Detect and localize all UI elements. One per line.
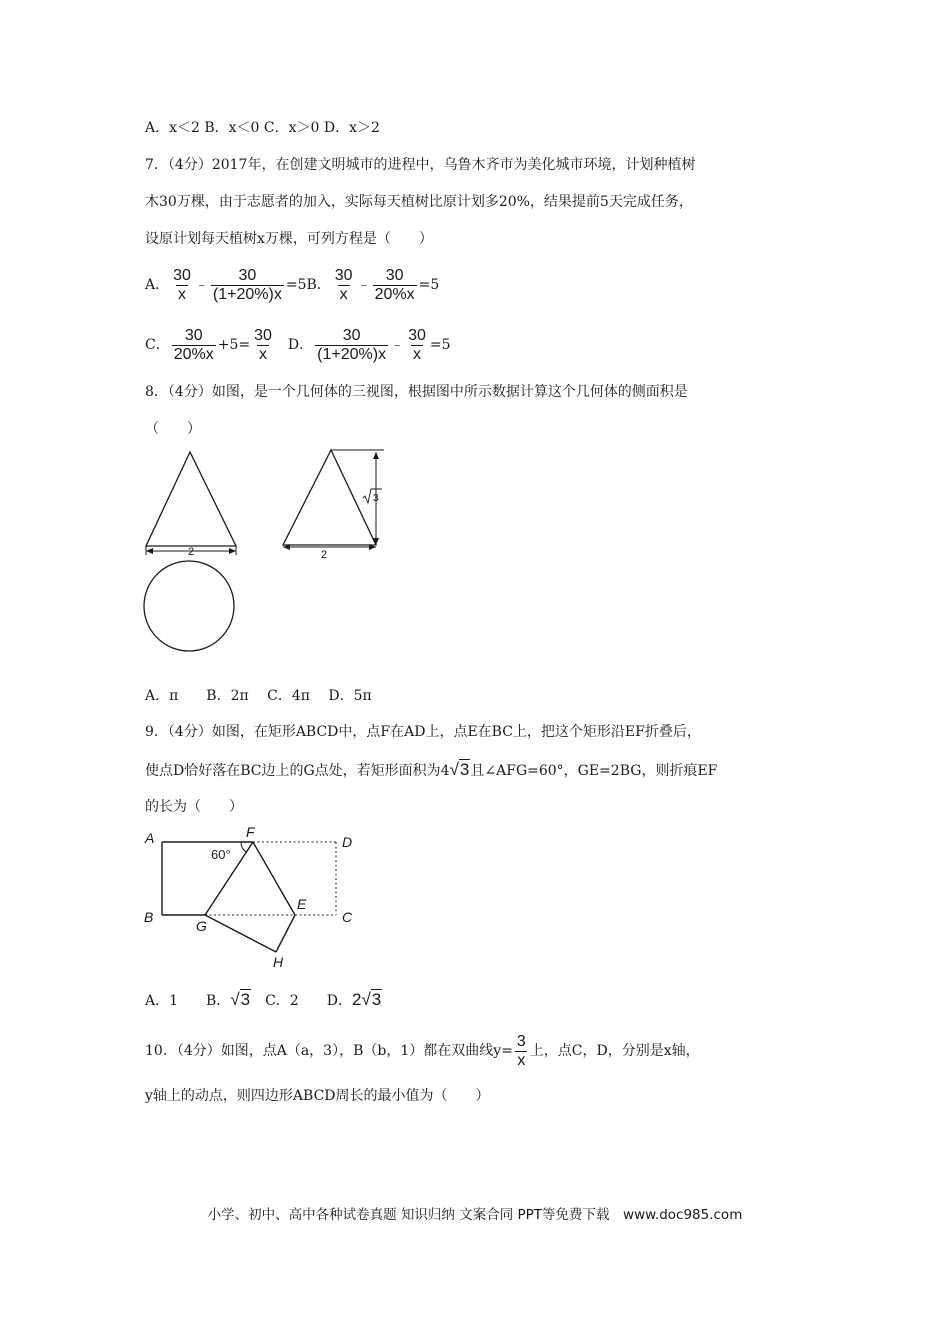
rectangle-fold-figure <box>140 826 370 971</box>
minus-sign: ﹣ <box>194 277 209 293</box>
q7-option-d-label: D． <box>287 337 314 353</box>
numerator: 30 <box>254 326 272 344</box>
q7-b-frac1 <box>333 267 355 304</box>
q7-options-cd <box>145 326 451 364</box>
label-d: D <box>342 834 353 850</box>
front-width-label: 2 <box>187 546 195 558</box>
plus-equals: +5= <box>217 337 251 353</box>
q7-a-frac2 <box>211 267 284 304</box>
numerator: 30 <box>408 326 426 344</box>
denominator: x <box>517 1051 526 1069</box>
equals-part: =5 <box>285 277 307 293</box>
q8-options: A．π B．2π C．4π D．5π <box>145 688 372 704</box>
three-view-figure <box>140 445 400 660</box>
q8-stem-line2: （ ） <box>145 421 201 437</box>
text-part: 且∠AFG=60°，GE=2BG，则折痕EF <box>470 763 718 779</box>
arrow-left <box>146 548 153 554</box>
q7-option-a-label: A． <box>145 277 170 293</box>
numerator: 30 <box>238 266 257 284</box>
numerator: 30 <box>342 326 361 344</box>
q9-options <box>145 988 382 1013</box>
radicand: 3 <box>371 990 382 1009</box>
label-f: F <box>246 824 255 840</box>
label-a: A <box>145 830 155 846</box>
equals-part: =5 <box>418 277 440 293</box>
text-part: 上，点C，D，分别是x轴， <box>529 1043 700 1059</box>
page-footer: 小学、初中、高中各种试卷真题 知识归纳 文案合同 PPT等免费下载 www.doc985.com <box>207 1207 743 1223</box>
q7-c-frac1 <box>172 327 216 364</box>
q7-c-frac2 <box>252 327 274 364</box>
segment-fe <box>253 842 295 915</box>
q7-option-b-label: B． <box>306 277 331 293</box>
q9-stem-line2 <box>145 760 717 781</box>
q8-stem-line1: 8．（4分）如图，是一个几何体的三视图，根据图中所示数据计算这个几何体的侧面积是 <box>145 384 688 400</box>
segment-gh <box>205 915 276 952</box>
q7-options-ab <box>145 266 439 304</box>
equals-part: =5 <box>429 337 451 353</box>
text-part: A．1 B． <box>145 993 231 1009</box>
q10-stem-line2: y轴上的动点，则四边形ABCD周长的最小值为（ ） <box>145 1088 490 1104</box>
coefficient: 2 <box>351 990 362 1009</box>
arrow-up <box>373 452 379 459</box>
sqrt-expression: √3 <box>449 760 470 779</box>
minus-sign: ﹣ <box>390 337 405 353</box>
numerator: 30 <box>334 266 353 284</box>
text-part: 使点D恰好落在BC边上的G点处，若矩形面积为4 <box>145 763 450 779</box>
label-h: H <box>273 954 284 970</box>
q7-option-c-label: C． <box>145 337 170 353</box>
q7-stem-line2: 木30万棵，由于志愿者的加入，实际每天植树比原计划多20%，结果提前5天完成任务， <box>145 194 693 210</box>
label-c: C <box>342 909 353 925</box>
numerator: 3 <box>516 1032 526 1050</box>
q7-b-frac2 <box>373 267 417 304</box>
side-height-label: 3 <box>373 493 379 504</box>
denominator: 20%x <box>173 345 214 363</box>
label-e: E <box>297 896 307 912</box>
label-b: B <box>144 909 154 925</box>
q7-d-frac2 <box>406 327 428 364</box>
numerator: 30 <box>385 266 404 284</box>
numerator: 30 <box>173 266 191 284</box>
q7-d-frac1 <box>315 327 388 364</box>
q10-stem-line1 <box>145 1032 700 1070</box>
sqrt-expression: √3 <box>230 990 251 1009</box>
denominator: x <box>339 285 348 303</box>
front-view-triangle <box>146 452 236 546</box>
radicand: 3 <box>459 760 470 779</box>
numerator: 30 <box>184 326 203 344</box>
sqrt-expression: 2√3 <box>351 990 382 1009</box>
hyperbola-fraction <box>515 1033 528 1070</box>
denominator: x <box>412 345 421 363</box>
segment-eh <box>276 915 295 952</box>
q7-a-frac1 <box>171 267 193 304</box>
top-view-circle <box>144 561 234 651</box>
side-width-label: 2 <box>320 549 328 561</box>
arrow-right <box>229 548 236 554</box>
q7-stem-line1: 7．（4分）2017年，在创建文明城市的进程中，乌鲁木齐市为美化城市环境，计划种植树 <box>145 157 696 173</box>
denominator: x <box>178 285 187 303</box>
denominator: (1+20%)x <box>212 285 282 303</box>
q9-stem-line3: 的长为（ ） <box>145 799 243 815</box>
denominator: (1+20%)x <box>317 345 387 363</box>
denominator: x <box>259 345 268 363</box>
denominator: 20%x <box>374 285 415 303</box>
q6-options: A．x＜2 B．x＜0 C．x＞0 D．x＞2 <box>145 120 380 136</box>
q7-stem-line3: 设原计划每天植树x万棵，可列方程是（ ） <box>145 231 433 247</box>
side-view-triangle <box>283 450 376 545</box>
radicand: 3 <box>240 990 251 1009</box>
angle-label: 60° <box>211 847 231 862</box>
angle-arc <box>241 842 246 852</box>
text-part: 10．（4分）如图，点A（a，3），B（b，1）都在双曲线y= <box>145 1043 513 1059</box>
label-g: G <box>196 918 207 934</box>
text-part: C．2 D． <box>251 993 352 1009</box>
minus-sign: ﹣ <box>356 277 371 293</box>
q9-stem-line1: 9．（4分）如图，在矩形ABCD中，点F在AD上，点E在BC上，把这个矩形沿EF折叠后， <box>145 724 701 740</box>
